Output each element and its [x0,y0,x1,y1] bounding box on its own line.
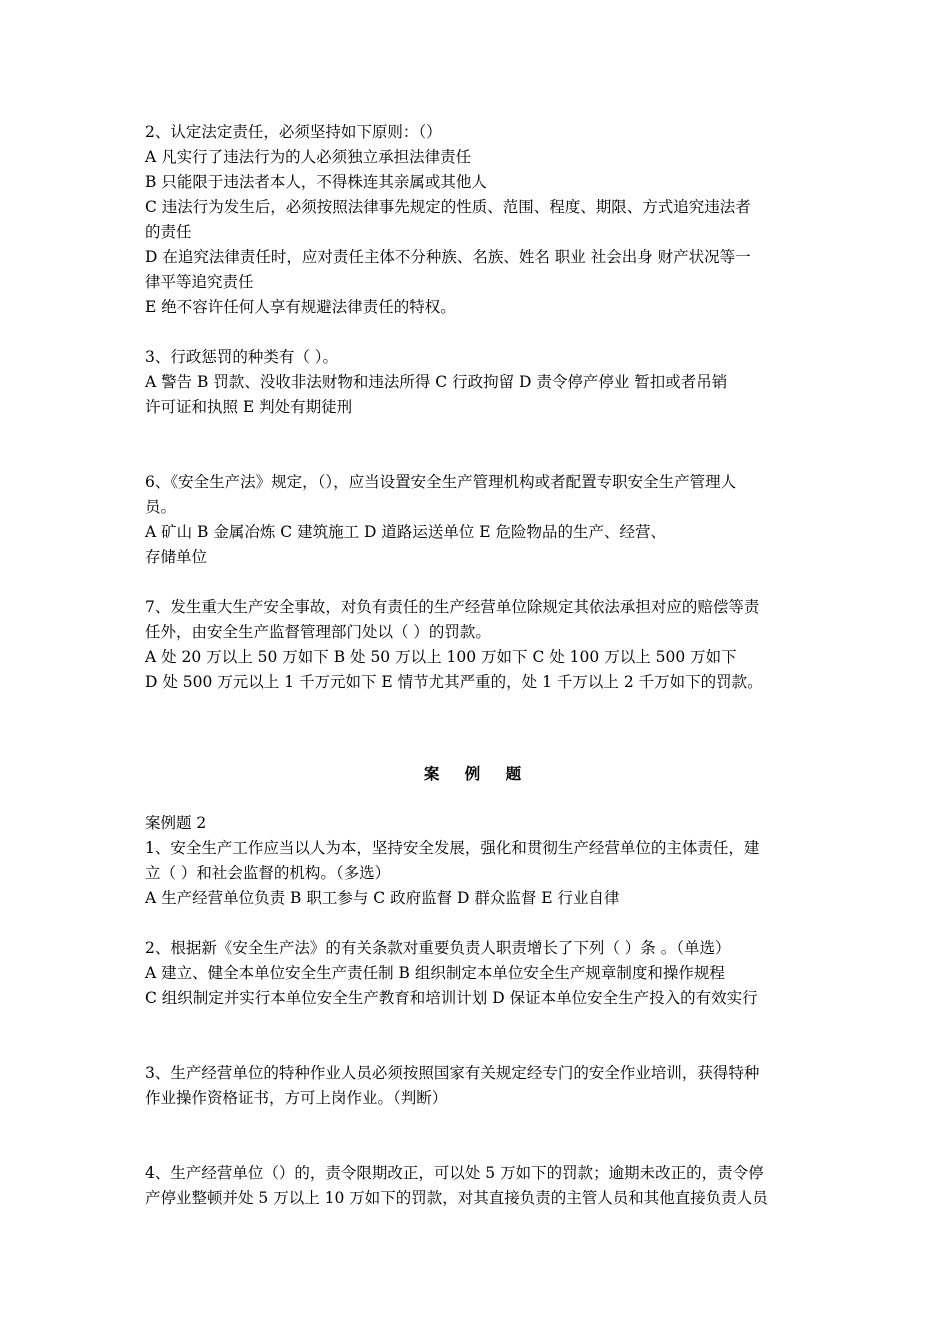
case-question-2-stem: 2、根据新《安全生产法》的有关条款对重要负责人职责增长了下列（ ）条 。（单选） [145,939,731,957]
question-7-stem-cont: 任外，由安全生产监督管理部门处以（ ）的罚款。 [145,623,491,641]
question-7-options: A 处 20 万以上 50 万如下 B 处 50 万以上 100 万如下 C 处 100 万以上 500 万如下 [145,648,737,666]
question-2-option-b: B 只能限于违法者本人，不得株连其亲属或其他人 [145,173,487,191]
spacer [145,320,810,345]
question-2-option-d: D 在追究法律责任时，应对责任主体不分种族、名族、姓名 职业 社会出身 财产状况等一 [145,248,751,266]
question-2-option-d-cont: 律平等追究责任 [145,273,254,291]
spacer [145,911,810,936]
case-question-1-stem-cont: 立（ ）和社会监督的机构。（多选） [145,864,391,882]
question-7-stem: 7、发生重大生产安全事故，对负有责任的生产经营单位除规定其依法承担对应的赔偿等责 [145,598,760,616]
question-6-options-cont: 存储单位 [145,548,208,566]
spacer [145,695,810,757]
spacer [145,570,810,595]
question-2-option-a: A 凡实行了违法行为的人必须独立承担法律责任 [145,148,472,166]
case-question-1-options: A 生产经营单位负责 B 职工参与 C 政府监督 D 群众监督 E 行业自律 [145,889,620,907]
case-heading: 案例题 2 [145,814,207,832]
question-3-options-cont: 许可证和执照 E 判处有期徒刑 [145,398,353,416]
question-6-options: A 矿山 B 金属冶炼 C 建筑施工 D 道路运送单位 E 危险物品的生产、经营、 [145,523,667,541]
question-2-option-c: C 违法行为发生后，必须按照法律事先规定的性质、范围、程度、期限、方式追究违法者 [145,198,751,216]
spacer [145,1011,810,1061]
case-question-4-stem: 4、生产经营单位（）的，责令限期改正，可以处 5 万如下的罚款；逾期未改正的，责令停 [145,1164,764,1182]
question-3-options: A 警告 B 罚款、没收非法财物和违法所得 C 行政拘留 D 责令停产停业 暂扣或者吊销 [145,373,728,391]
question-6-stem: 6、《安全生产法》规定，（），应当设置安全生产管理机构或者配置专职安全生产管理人 [145,473,737,491]
section-title: 案 例 题 [423,764,532,783]
document-page [145,120,810,1211]
case-question-3-stem: 3、生产经营单位的特种作业人员必须按照国家有关规定经专门的安全作业培训，获得特种 [145,1064,760,1082]
case-question-4-stem-cont: 产停业整顿并处 5 万以上 10 万如下的罚款，对其直接负责的主管人员和其他直接负责人员 [145,1189,768,1207]
spacer [145,1111,810,1161]
case-question-1-stem: 1、安全生产工作应当以人为本，坚持安全发展，强化和贯彻生产经营单位的主体责任，建 [145,839,760,857]
question-2-stem: 2、认定法定责任，必须坚持如下原则：（） [145,123,442,141]
question-3-stem: 3、行政惩罚的种类有（ ）。 [145,348,339,366]
question-6-stem-cont: 员。 [145,498,177,516]
case-question-2-options: A 建立、健全本单位安全生产责任制 B 组织制定本单位安全生产规章制度和操作规程 [145,964,725,982]
case-question-3-stem-cont: 作业操作资格证书，方可上岗作业。（判断） [145,1089,448,1107]
spacer [145,786,810,811]
case-question-2-options-cont: C 组织制定并实行本单位安全生产教育和培训计划 D 保证本单位安全生产投入的有效实行 [145,989,758,1007]
question-2-option-e: E 绝不容许任何人享有规避法律责任的特权。 [145,298,456,316]
question-7-options-cont: D 处 500 万元以上 1 千万元如下 E 情节尤其严重的，处 1 千万以上 2 千万如下的罚款。 [145,673,763,691]
spacer [145,420,810,470]
question-2-option-c-cont: 的责任 [145,223,192,241]
